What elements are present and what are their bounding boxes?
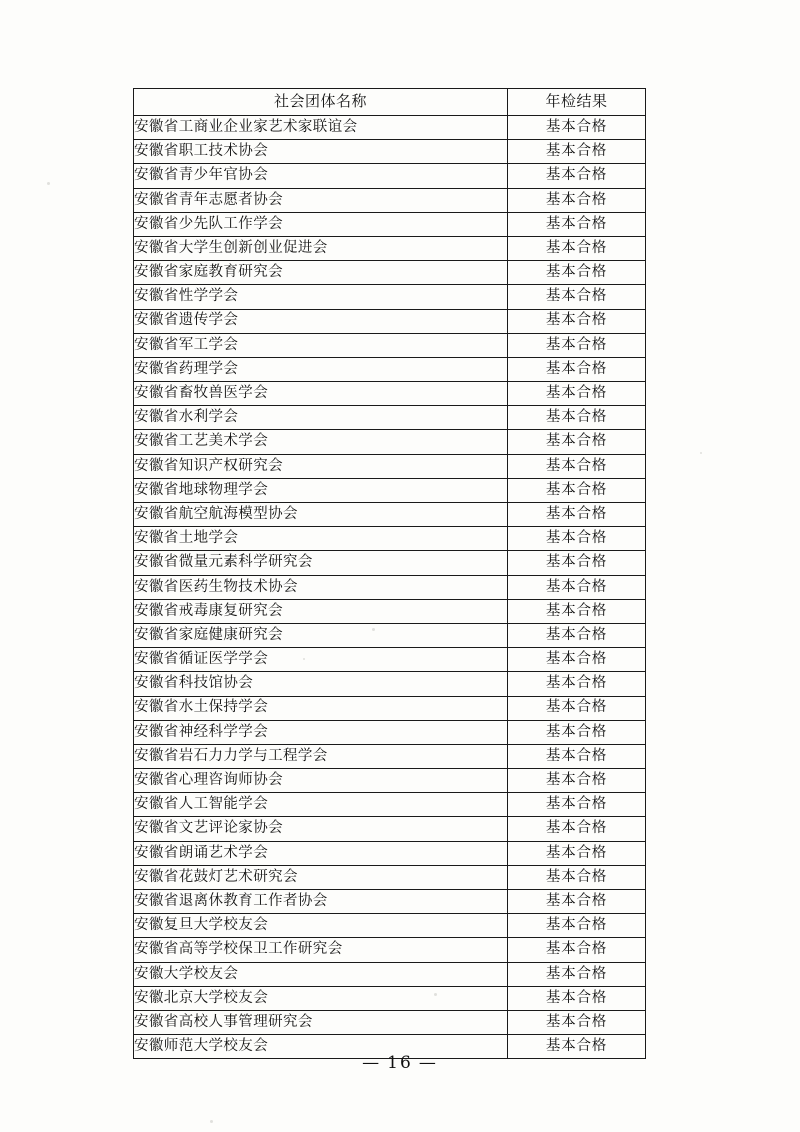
cell-organization-name: 安徽省航空航海模型协会 <box>134 503 508 527</box>
cell-inspection-result: 基本合格 <box>508 212 646 236</box>
cell-organization-name: 安徽省水土保持学会 <box>134 696 508 720</box>
cell-organization-name: 安徽复旦大学校友会 <box>134 914 508 938</box>
table-row <box>134 382 646 406</box>
column-header-organization-name: 社会团体名称 <box>134 89 508 116</box>
cell-organization-name: 安徽大学校友会 <box>134 962 508 986</box>
cell-organization-name: 安徽省工商业企业家艺术家联谊会 <box>134 116 508 140</box>
cell-organization-name: 安徽省退离休教育工作者协会 <box>134 890 508 914</box>
cell-organization-name: 安徽省神经科学学会 <box>134 720 508 744</box>
cell-inspection-result: 基本合格 <box>508 454 646 478</box>
scan-artifact <box>210 1120 213 1123</box>
table-row <box>134 696 646 720</box>
cell-inspection-result: 基本合格 <box>508 938 646 962</box>
table-row <box>134 430 646 454</box>
table-row <box>134 720 646 744</box>
table-row <box>134 890 646 914</box>
page-number-prefix: — <box>362 1053 382 1073</box>
cell-organization-name: 安徽省大学生创新创业促进会 <box>134 236 508 260</box>
table-row <box>134 357 646 381</box>
page-number <box>0 1053 800 1073</box>
table-row <box>134 938 646 962</box>
cell-inspection-result: 基本合格 <box>508 406 646 430</box>
table-body <box>134 116 646 1059</box>
cell-organization-name: 安徽省土地学会 <box>134 527 508 551</box>
cell-organization-name: 安徽省药理学会 <box>134 357 508 381</box>
cell-inspection-result: 基本合格 <box>508 648 646 672</box>
table-row <box>134 865 646 889</box>
cell-organization-name: 安徽省循证医学学会 <box>134 648 508 672</box>
cell-organization-name: 安徽省工艺美术学会 <box>134 430 508 454</box>
table-row <box>134 212 646 236</box>
annual-inspection-table <box>133 88 646 1059</box>
cell-organization-name: 安徽省遗传学会 <box>134 309 508 333</box>
table-row <box>134 1010 646 1034</box>
table-row <box>134 817 646 841</box>
table-row <box>134 672 646 696</box>
cell-organization-name: 安徽省科技馆协会 <box>134 672 508 696</box>
cell-inspection-result: 基本合格 <box>508 599 646 623</box>
cell-inspection-result: 基本合格 <box>508 890 646 914</box>
table-row <box>134 551 646 575</box>
table-row <box>134 285 646 309</box>
cell-organization-name: 安徽省水利学会 <box>134 406 508 430</box>
cell-inspection-result: 基本合格 <box>508 986 646 1010</box>
table-row <box>134 841 646 865</box>
annual-inspection-table-container <box>133 88 645 1059</box>
cell-organization-name: 安徽省地球物理学会 <box>134 478 508 502</box>
cell-inspection-result: 基本合格 <box>508 503 646 527</box>
table-row <box>134 623 646 647</box>
cell-organization-name: 安徽省少先队工作学会 <box>134 212 508 236</box>
cell-inspection-result: 基本合格 <box>508 865 646 889</box>
cell-organization-name: 安徽省戒毒康复研究会 <box>134 599 508 623</box>
cell-inspection-result: 基本合格 <box>508 261 646 285</box>
cell-inspection-result: 基本合格 <box>508 140 646 164</box>
cell-inspection-result: 基本合格 <box>508 285 646 309</box>
cell-organization-name: 安徽省畜牧兽医学会 <box>134 382 508 406</box>
table-row <box>134 503 646 527</box>
cell-organization-name: 安徽省职工技术协会 <box>134 140 508 164</box>
table-row <box>134 527 646 551</box>
cell-inspection-result: 基本合格 <box>508 817 646 841</box>
cell-organization-name: 安徽省军工学会 <box>134 333 508 357</box>
cell-organization-name: 安徽省家庭健康研究会 <box>134 623 508 647</box>
table-row <box>134 261 646 285</box>
cell-organization-name: 安徽省青少年官协会 <box>134 164 508 188</box>
table-row <box>134 309 646 333</box>
cell-inspection-result: 基本合格 <box>508 430 646 454</box>
cell-inspection-result: 基本合格 <box>508 188 646 212</box>
cell-inspection-result: 基本合格 <box>508 333 646 357</box>
cell-inspection-result: 基本合格 <box>508 551 646 575</box>
cell-organization-name: 安徽省医药生物技术协会 <box>134 575 508 599</box>
cell-organization-name: 安徽省朗诵艺术学会 <box>134 841 508 865</box>
cell-organization-name: 安徽省高校人事管理研究会 <box>134 1010 508 1034</box>
table-row <box>134 744 646 768</box>
table-row <box>134 164 646 188</box>
cell-organization-name: 安徽师范大学校友会 <box>134 1035 508 1059</box>
cell-inspection-result: 基本合格 <box>508 623 646 647</box>
cell-inspection-result: 基本合格 <box>508 1010 646 1034</box>
table-row <box>134 454 646 478</box>
cell-inspection-result: 基本合格 <box>508 672 646 696</box>
cell-inspection-result: 基本合格 <box>508 164 646 188</box>
cell-inspection-result: 基本合格 <box>508 309 646 333</box>
table-row <box>134 116 646 140</box>
cell-organization-name: 安徽省性学学会 <box>134 285 508 309</box>
cell-inspection-result: 基本合格 <box>508 744 646 768</box>
cell-organization-name: 安徽省心理咨询师协会 <box>134 769 508 793</box>
cell-inspection-result: 基本合格 <box>508 382 646 406</box>
table-row <box>134 914 646 938</box>
cell-organization-name: 安徽北京大学校友会 <box>134 986 508 1010</box>
scan-artifact <box>700 452 702 454</box>
table-row <box>134 793 646 817</box>
cell-organization-name: 安徽省花鼓灯艺术研究会 <box>134 865 508 889</box>
cell-inspection-result: 基本合格 <box>508 720 646 744</box>
cell-organization-name: 安徽省家庭教育研究会 <box>134 261 508 285</box>
cell-organization-name: 安徽省青年志愿者协会 <box>134 188 508 212</box>
cell-inspection-result: 基本合格 <box>508 527 646 551</box>
table-row <box>134 962 646 986</box>
cell-organization-name: 安徽省微量元素科学研究会 <box>134 551 508 575</box>
cell-inspection-result: 基本合格 <box>508 962 646 986</box>
cell-organization-name: 安徽省人工智能学会 <box>134 793 508 817</box>
table-row <box>134 188 646 212</box>
cell-inspection-result: 基本合格 <box>508 793 646 817</box>
table-row <box>134 236 646 260</box>
cell-inspection-result: 基本合格 <box>508 841 646 865</box>
cell-inspection-result: 基本合格 <box>508 236 646 260</box>
cell-inspection-result: 基本合格 <box>508 914 646 938</box>
table-row <box>134 478 646 502</box>
cell-organization-name: 安徽省知识产权研究会 <box>134 454 508 478</box>
cell-inspection-result: 基本合格 <box>508 357 646 381</box>
table-row <box>134 575 646 599</box>
cell-organization-name: 安徽省高等学校保卫工作研究会 <box>134 938 508 962</box>
cell-inspection-result: 基本合格 <box>508 116 646 140</box>
cell-inspection-result: 基本合格 <box>508 696 646 720</box>
page-number-suffix: — <box>418 1053 438 1073</box>
cell-inspection-result: 基本合格 <box>508 1035 646 1059</box>
cell-inspection-result: 基本合格 <box>508 769 646 793</box>
cell-organization-name: 安徽省文艺评论家协会 <box>134 817 508 841</box>
cell-inspection-result: 基本合格 <box>508 478 646 502</box>
page-number-value: 16 <box>387 1053 413 1073</box>
table-row <box>134 333 646 357</box>
cell-organization-name: 安徽省岩石力力学与工程学会 <box>134 744 508 768</box>
cell-inspection-result: 基本合格 <box>508 575 646 599</box>
column-header-inspection-result: 年检结果 <box>508 89 646 116</box>
table-row <box>134 406 646 430</box>
table-row <box>134 769 646 793</box>
table-row <box>134 648 646 672</box>
table-row <box>134 599 646 623</box>
table-header-row <box>134 89 646 116</box>
table-row <box>134 140 646 164</box>
scan-artifact <box>47 182 50 185</box>
table-row <box>134 986 646 1010</box>
